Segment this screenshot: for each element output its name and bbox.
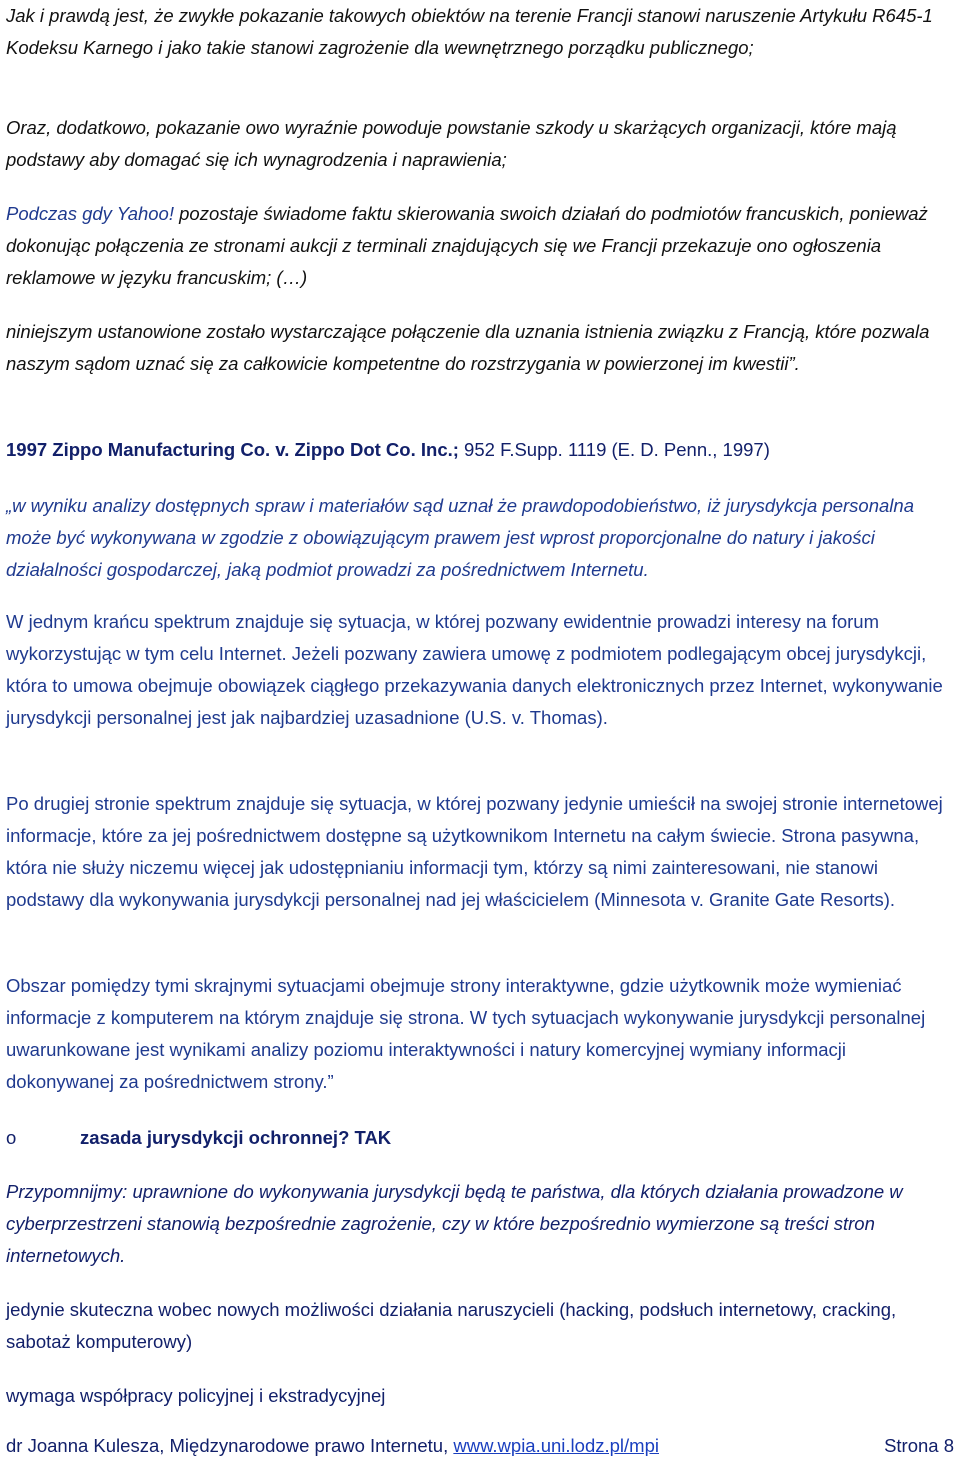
paragraph-cooperation: wymaga współpracy policyjnej i ekstradycyjnej xyxy=(6,1385,386,1406)
bullet-item xyxy=(6,1122,954,1154)
footer-link[interactable]: www.wpia.uni.lodz.pl/mpi xyxy=(453,1435,659,1456)
footer-author xyxy=(6,1430,659,1462)
footer-author-text: dr Joanna Kulesza, Międzynarodowe prawo Internetu, xyxy=(6,1435,454,1456)
paragraph-yahoo xyxy=(6,198,954,294)
quote-first-end: W jednym krańcu spektrum znajduje się sytuacja, w której pozwany ewidentnie prowadzi interesy na forum wykorzystując w tym celu Internet. Jeżeli pozwany zawiera umowę z podmiotem podlegającym obcej jurysdykcji, która to umowa obejmuje obowiązek ciągłego przekazywania danych elektronicznych przez Internet, wykonywanie jurysdykcji personalnej jest jak najbardziej uzasadnione (U.S. v. Thomas). xyxy=(6,611,943,728)
bullet-heading: zasada jurysdykcji ochronnej? TAK xyxy=(80,1127,392,1148)
footer-page-number: Strona 8 xyxy=(884,1435,954,1456)
paragraph-french-law: Jak i prawdą jest, że zwykłe pokazanie takowych obiektów na terenie Francji stanowi naruszenie Artykułu R645-1 Kodeksu Karnego i jako takie stanowi zagrożenie dla wewnętrznego porządku publicznego; xyxy=(6,5,933,58)
paragraph-conclusion: niniejszym ustanowione zostało wystarczające połączenie dla uznania istnienia związku z Francją, które pozwala naszym sądom uznać się za całkowicie kompetentne do rozstrzygania w powierzonej im kwestii”. xyxy=(6,321,930,374)
paragraph-reminder: Przypomnijmy: uprawnione do wykonywania jurysdykcji będą te państwa, dla których działania prowadzone w cyberprzestrzeni stanowią bezpośrednie zagrożenie, czy w które bezpośrednio wymierzone są treści stron internetowych. xyxy=(6,1181,903,1266)
paragraph-effective: jedynie skuteczna wobec nowych możliwości działania naruszycieli (hacking, podsłuch internetowy, cracking, sabotaż komputerowy) xyxy=(6,1299,897,1352)
quote-middle-area: Obszar pomiędzy tymi skrajnymi sytuacjami obejmuje strony interaktywne, gdzie użytkownik może wymieniać informacje z komputerem na którym znajduje się strona. W tych sytuacjach wykonywanie jurysdykcji personalnej uwarunkowane jest wynikami analizy poziomu interaktywności i natury komercyjnej wymiany informacji dokonywanej za pośrednictwem strony.” xyxy=(6,975,926,1092)
paragraph-damage: Oraz, dodatkowo, pokazanie owo wyraźnie powoduje powstanie szkody u skarżących organizacji, które mają podstawy aby domagać się ich wynagrodzenia i naprawienia; xyxy=(6,117,897,170)
case-name: 1997 Zippo Manufacturing Co. v. Zippo Dot Co. Inc.; xyxy=(6,439,459,460)
yahoo-text: Podczas gdy Yahoo! xyxy=(6,203,174,224)
yahoo-rest-text: pozostaje świadome faktu skierowania swoich działań do podmiotów francuskich, ponieważ dokonując połączenia ze stronami aukcji z terminali znajdujących się we Francji przekazuje ono ogłoszenia reklamowe w języku francuskim; (…) xyxy=(6,203,928,288)
case-year: , 1997) xyxy=(712,439,770,460)
case-reference: 952 F.Supp. 1119 (E. D. Penn. xyxy=(458,439,713,460)
bullet-marker: o xyxy=(6,1127,17,1148)
quote-second-end: Po drugiej stronie spektrum znajduje się sytuacja, w której pozwany jedynie umieścił na swojej stronie internetowej informacje, które za jej pośrednictwem dostępne są użytkownikom Internetu na całym świecie. Strona pasywna, która nie służy niczemu więcej jak udostępnianiu informacji tym, którzy są nimi zainteresowani, nie stanowi podstawy dla wykonywania jurysdykcji personalnej nad jej właścicielem (Minnesota v. Granite Gate Resorts). xyxy=(6,793,943,910)
quote-intro xyxy=(6,490,954,586)
case-citation xyxy=(6,434,954,466)
quote-intro-italic: „w wyniku analizy dostępnych spraw i materiałów sąd uznał że prawdopodobieństwo, iż jurysdykcja personalna może być wykonywana w zgodzie z obowiązującym prawem jest wprost proporcjonalne do natury i jakości działalności gospodarczej, jaką podmiot prowadzi za pośrednictwem Internetu. xyxy=(6,495,914,580)
